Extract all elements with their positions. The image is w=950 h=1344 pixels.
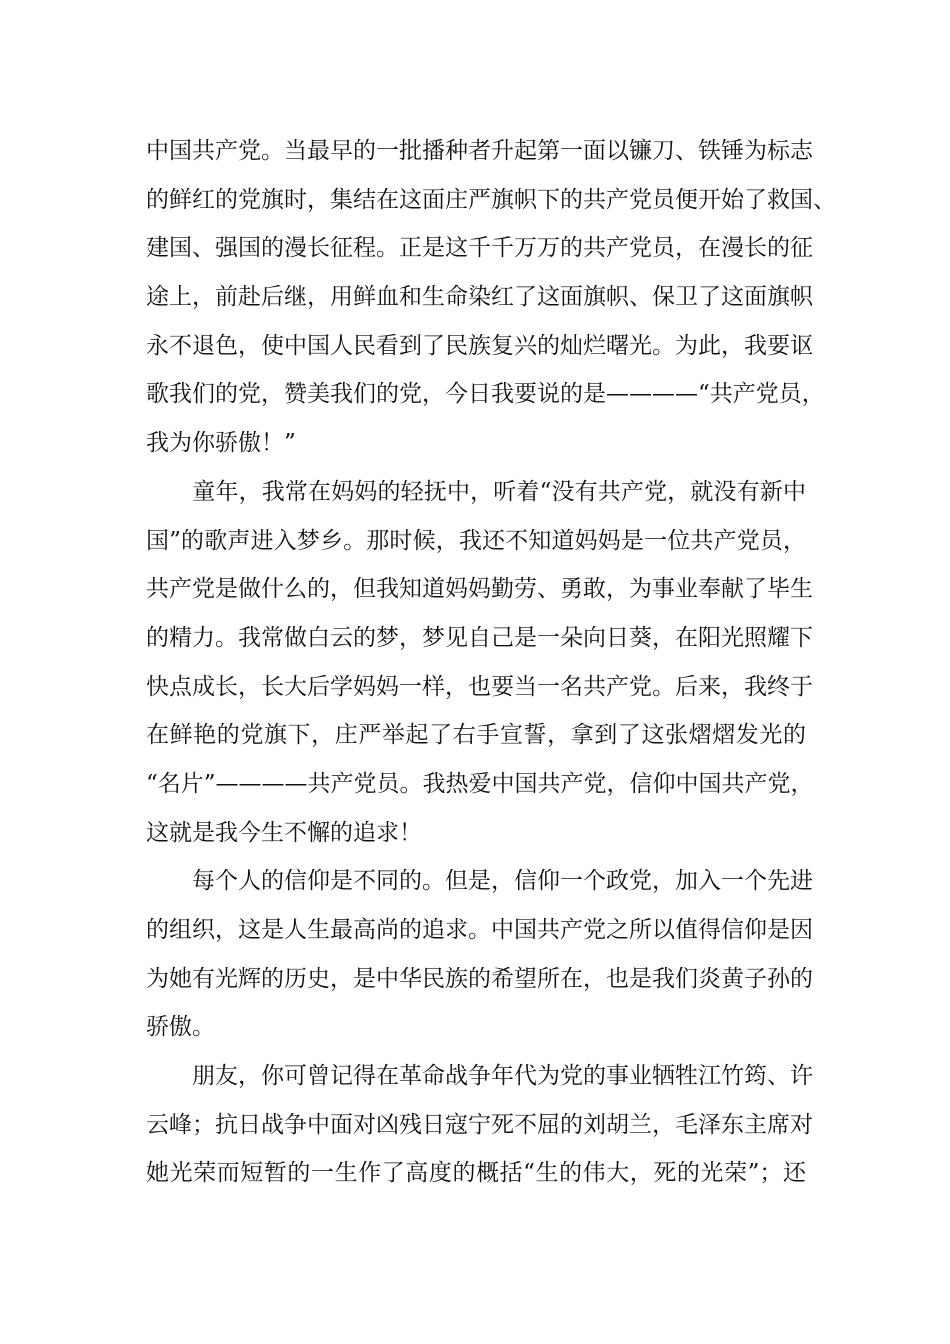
text-line: 歌我们的党，赞美我们的党，今日我要说的是————“共产党员，	[146, 381, 825, 408]
text-line: 童年，我常在妈妈的轻抚中，听着“没有共产党，就没有新中	[146, 478, 806, 505]
text-line: 这就是我今生不懈的追求！	[146, 819, 422, 846]
text-line: 为她有光辉的历史，是中华民族的希望所在，也是我们炎黄子孙的	[146, 965, 813, 992]
text-line: 的精力。我常做白云的梦，梦见自己是一朵向日葵，在阳光照耀下	[146, 624, 813, 651]
text-line: 建国、强国的漫长征程。正是这千千万万的共产党员，在漫长的征	[146, 235, 813, 262]
text-line: 的组织，这是人生最高尚的追求。中国共产党之所以值得信仰是因	[146, 917, 813, 943]
text-line: 共产党是做什么的，但我知道妈妈勤劳、勇敢，为事业奉献了毕生	[146, 576, 813, 603]
text-line: “名片”————共产党员。我热爱中国共产党，信仰中国共产党，	[146, 770, 814, 797]
text-line: 途上，前赴后继，用鲜血和生命染红了这面旗帜、保卫了这面旗帜	[146, 284, 813, 311]
body-text	[146, 127, 836, 1198]
text-line: 快点成长，长大后学妈妈一样，也要当一名共产党。后来，我终于	[146, 673, 813, 700]
text-line: 国”的歌声进入梦乡。那时候，我还不知道妈妈是一位共产党员，	[146, 527, 806, 554]
text-line: 骄傲。	[146, 1014, 215, 1041]
text-line: 永不退色，使中国人民看到了民族复兴的灿烂曙光。为此，我要讴	[146, 332, 813, 359]
text-line: 我为你骄傲！”	[146, 430, 296, 457]
text-line: 在鲜艳的党旗下，庄严举起了右手宣誓，拿到了这张熠熠发光的	[146, 722, 806, 749]
text-line: 中国共产党。当最早的一批播种者升起第一面以镰刀、铁锤为标志	[146, 138, 813, 164]
text-line: 她光荣而短暂的一生作了高度的概括“生的伟大，死的光荣”；还	[146, 1160, 806, 1187]
text-line: 的鲜红的党旗时，集结在这面庄严旗帜下的共产党员便开始了救国、	[146, 186, 836, 213]
text-line: 云峰；抗日战争中面对凶残日寇宁死不屈的刘胡兰，毛泽东主席对	[146, 1111, 813, 1138]
text-line: 每个人的信仰是不同的。但是，信仰一个政党，加入一个先进	[146, 868, 813, 895]
text-line: 朋友，你可曾记得在革命战争年代为党的事业牺牲江竹筠、许	[146, 1063, 813, 1090]
